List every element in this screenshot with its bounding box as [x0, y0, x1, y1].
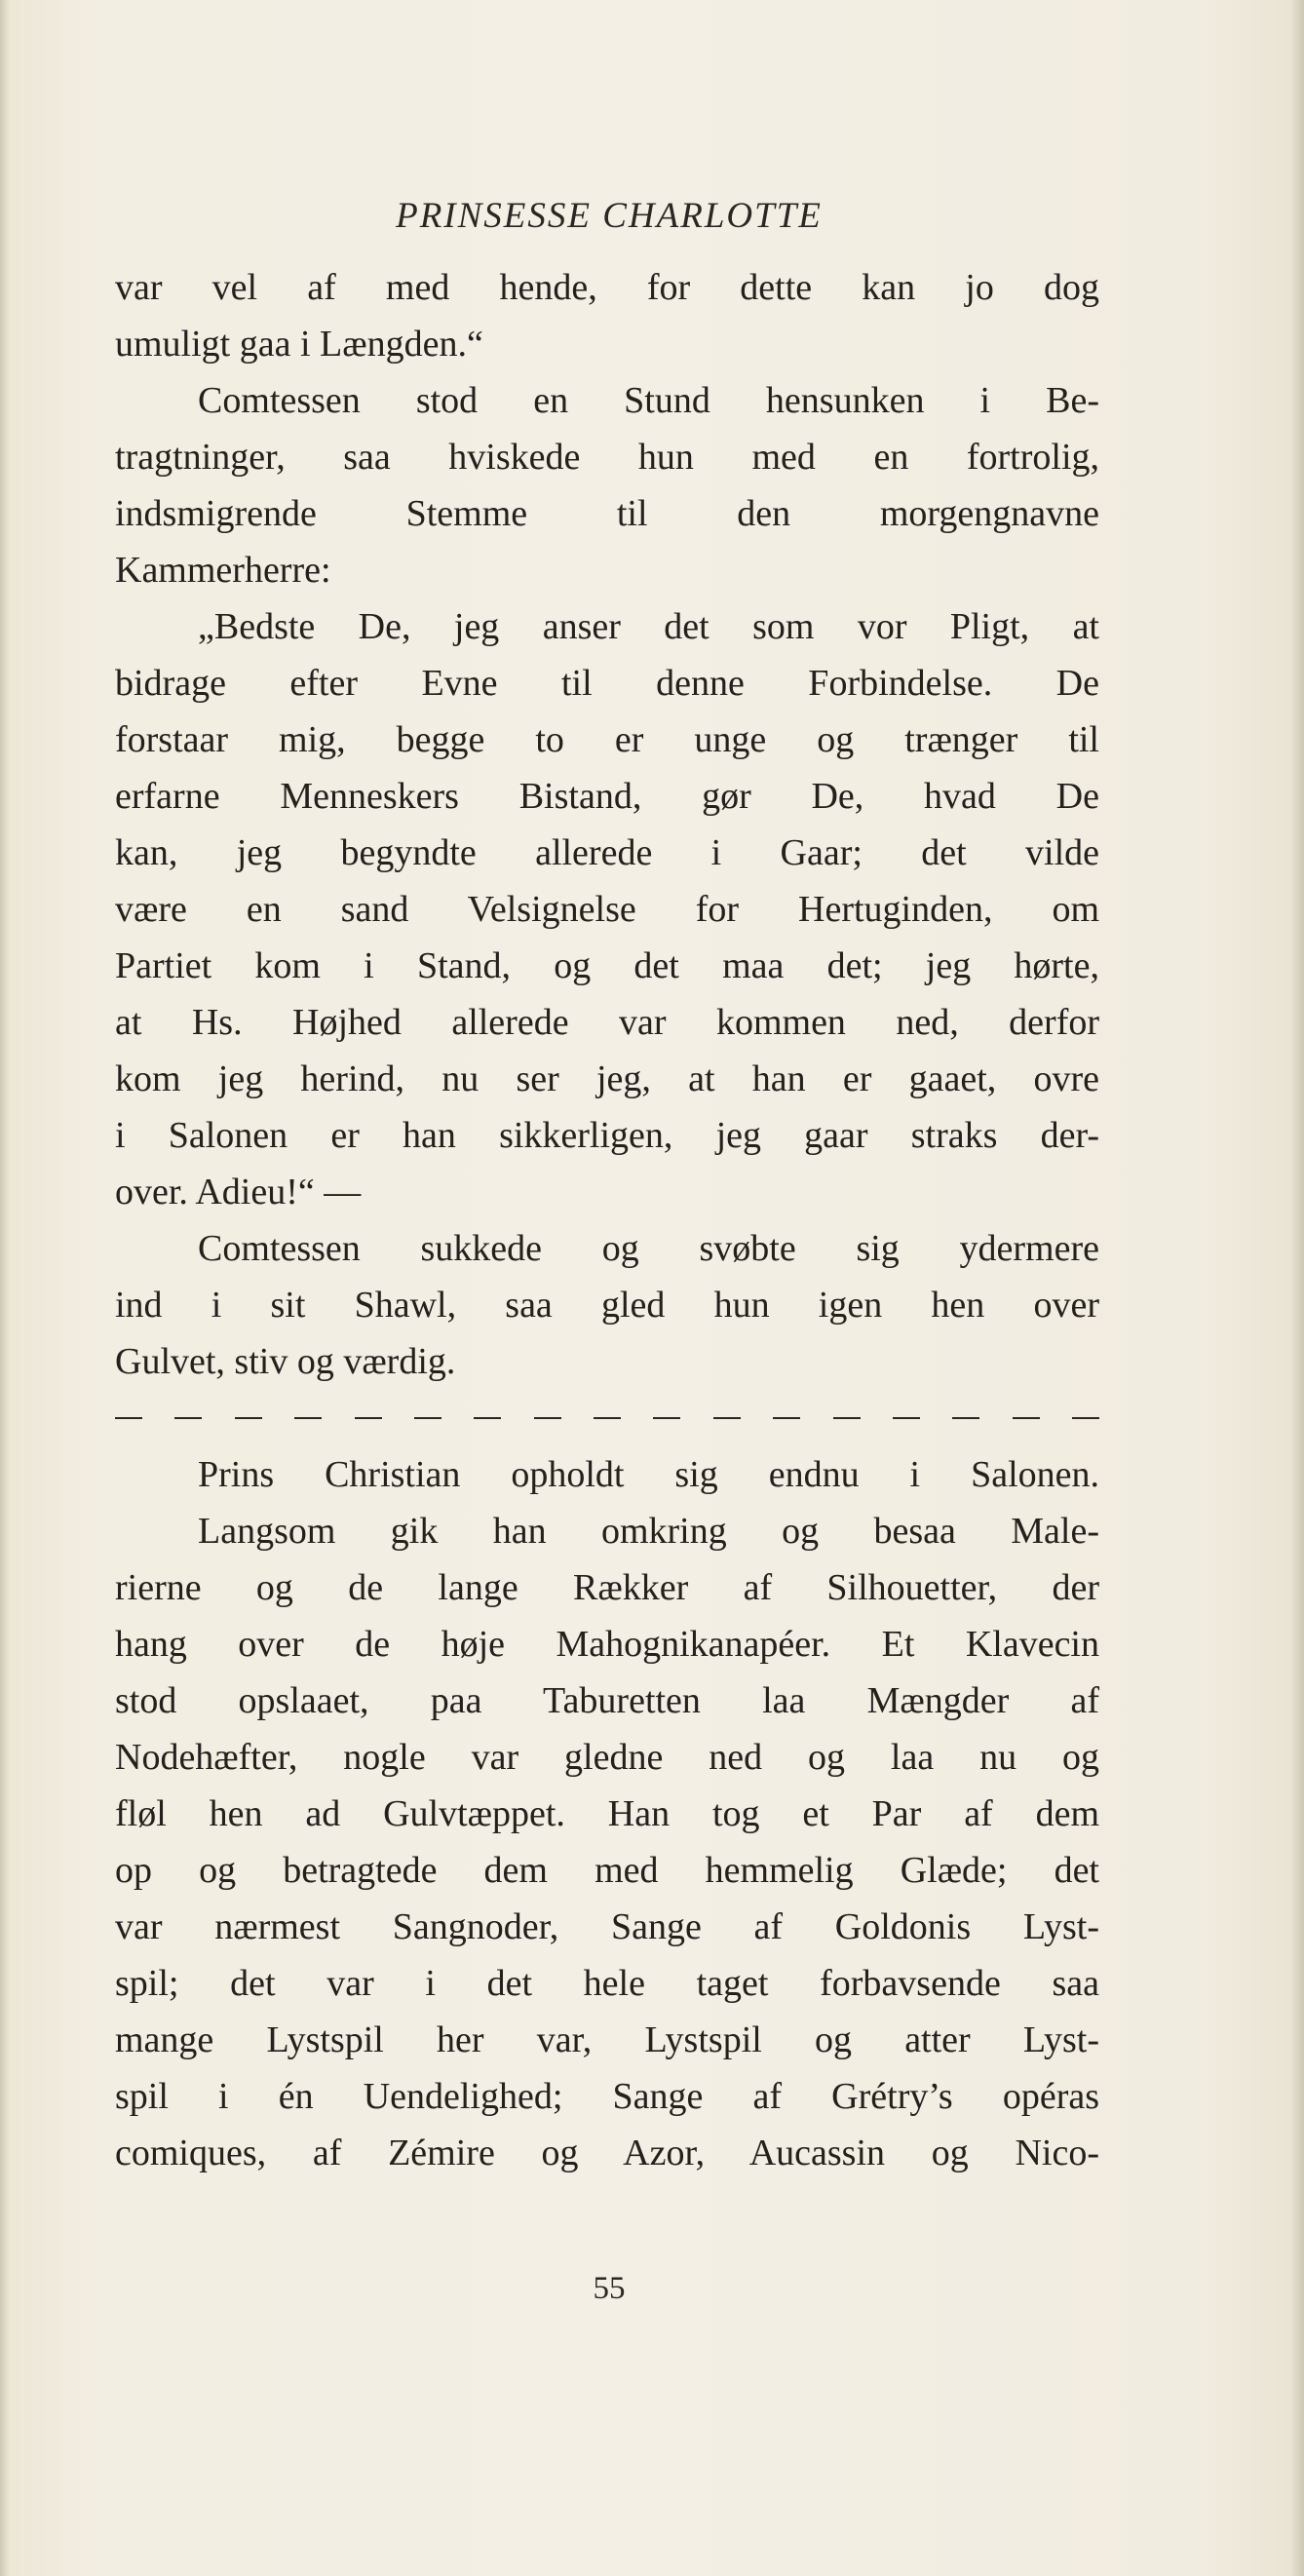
page-number: 55	[593, 2271, 626, 2306]
separator-dash	[893, 1417, 920, 1419]
text-line: Comtessen stod en Stund hensunken i Be-	[198, 380, 1099, 421]
text-line: Kammerherre:	[115, 550, 331, 591]
body-text	[115, 259, 1099, 2181]
text-line: være en sand Velsignelse for Hertuginden, om	[115, 889, 1099, 930]
separator-dash	[294, 1417, 322, 1419]
text-line: op og betragtede dem med hemmelig Glæde; det	[115, 1850, 1099, 1891]
separator-dash	[474, 1417, 501, 1419]
text-line: Langsom gik han omkring og besaa Male-	[198, 1511, 1099, 1552]
text-line: ind i sit Shawl, saa gled hun igen hen over	[115, 1285, 1099, 1326]
text-line: tragtninger, saa hviskede hun med en fortrolig,	[115, 437, 1099, 478]
text-line: „Bedste De, jeg anser det som vor Pligt, at	[198, 606, 1099, 647]
separator-dash	[115, 1417, 142, 1419]
text-line: fløl hen ad Gulvtæppet. Han tog et Par af dem	[115, 1793, 1099, 1834]
separator-dash	[653, 1417, 680, 1419]
text-section-before-break	[115, 259, 1099, 1390]
text-line: Gulvet, stiv og værdig.	[115, 1341, 456, 1382]
text-line: forstaar mig, begge to er unge og trænger til	[115, 719, 1099, 760]
text-line: bidrage efter Evne til denne Forbindelse. De	[115, 663, 1099, 704]
running-head: PRINSESSE CHARLOTTE	[396, 196, 823, 236]
text-line: umuligt gaa i Længden.“	[115, 324, 483, 365]
text-line: i Salonen er han sikkerligen, jeg gaar straks der-	[115, 1115, 1099, 1156]
text-line: Nodehæfter, nogle var gledne ned og laa nu og	[115, 1737, 1099, 1778]
text-line: erfarne Menneskers Bistand, gør De, hvad De	[115, 776, 1099, 817]
text-line: Partiet kom i Stand, og det maa det; jeg hørte,	[115, 945, 1099, 986]
text-line: var vel af med hende, for dette kan jo dog	[115, 267, 1099, 308]
text-line: at Hs. Højhed allerede var kommen ned, derfor	[115, 1002, 1099, 1043]
separator-dash	[952, 1417, 979, 1419]
separator-dash	[594, 1417, 621, 1419]
separator-dash	[414, 1417, 441, 1419]
separator-dash	[174, 1417, 202, 1419]
text-line: hang over de høje Mahognikanapéer. Et Klavecin	[115, 1624, 1099, 1665]
separator-dash	[235, 1417, 262, 1419]
text-line: spil; det var i det hele taget forbavsende saa	[115, 1963, 1099, 2004]
text-line: comiques, af Zémire og Azor, Aucassin og Nico-	[115, 2133, 1099, 2173]
separator-dash	[833, 1417, 861, 1419]
text-line: Prins Christian opholdt sig endnu i Salonen.	[198, 1454, 1099, 1495]
text-line: indsmigrende Stemme til den morgengnavne	[115, 493, 1099, 534]
separator-dash	[1072, 1417, 1099, 1419]
page-right-shadow	[1290, 0, 1304, 2576]
text-line: stod opslaaet, paa Taburetten laa Mængder af	[115, 1680, 1099, 1721]
text-line: kan, jeg begyndte allerede i Gaar; det vilde	[115, 832, 1099, 873]
text-line: mange Lystspil her var, Lystspil og atter Lyst-	[115, 2019, 1099, 2060]
separator-dash	[773, 1417, 800, 1419]
separator-dash	[1013, 1417, 1040, 1419]
text-line: rierne og de lange Rækker af Silhouetter, der	[115, 1567, 1099, 1608]
text-line: kom jeg herind, nu ser jeg, at han er gaaet, ovre	[115, 1058, 1099, 1099]
text-line: over. Adieu!“ —	[115, 1172, 362, 1212]
separator-dash	[355, 1417, 382, 1419]
separator-dash	[534, 1417, 561, 1419]
text-line: spil i én Uendelighed; Sange af Grétry’s opéras	[115, 2076, 1099, 2117]
page-left-shadow	[0, 0, 10, 2576]
separator-dash	[713, 1417, 741, 1419]
section-separator	[115, 1390, 1099, 1446]
text-section-after-break	[115, 1446, 1099, 2181]
text-line: var nærmest Sangnoder, Sange af Goldonis Lyst-	[115, 1906, 1099, 1947]
text-line: Comtessen sukkede og svøbte sig ydermere	[198, 1228, 1099, 1269]
